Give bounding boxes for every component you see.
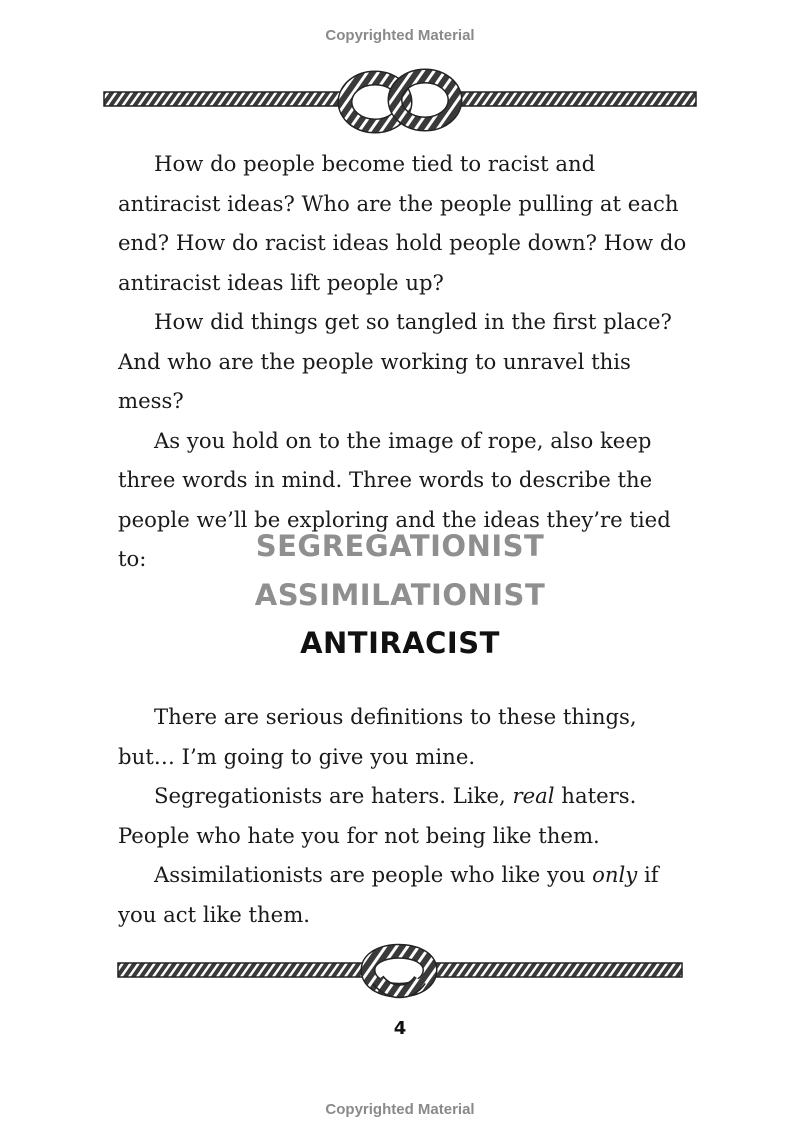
text-run: How did things get so tangled in the first place? And who are the people working to unravel this mess?: [118, 309, 672, 413]
text-run: There are serious definitions to these things, but… I’m going to give you mine.: [118, 704, 637, 769]
text-run: Assimilationists are people who like you: [154, 862, 593, 887]
term-antiracist: ANTIRACIST: [300, 626, 500, 660]
emphasis-text: only: [592, 862, 638, 887]
paragraph: [118, 776, 688, 855]
term-assimilationist: ASSIMILATIONIST: [254, 578, 546, 612]
term-segregationist: SEGREGATIONIST: [255, 529, 545, 563]
paragraph: [118, 697, 688, 776]
paragraph: [118, 855, 688, 934]
copyright-watermark-top: Copyrighted Material: [325, 27, 475, 44]
text-run: haters. People who hate you for not being like them.: [118, 783, 637, 848]
text-run: if you act like them.: [118, 862, 659, 927]
page-number: 4: [393, 1018, 407, 1039]
rope-knot-divider-bottom: [0, 935, 800, 1015]
emphasis-text: real: [512, 783, 555, 808]
paragraph: [118, 302, 688, 421]
copyright-watermark-bottom: Copyrighted Material: [325, 1101, 475, 1118]
rope-knot-divider-top: [0, 66, 800, 136]
text-run: Segregationists are haters. Like,: [154, 783, 513, 808]
paragraph: [118, 144, 688, 302]
definition-paragraphs: [118, 697, 688, 934]
intro-paragraphs: [118, 144, 688, 579]
text-run: As you hold on to the image of rope, also keep three words in mind. Three words to describe the people we’ll be exploring and the ideas they’re tied to:: [118, 427, 671, 571]
text-run: How do people become tied to racist and antiracist ideas? Who are the people pulling at each end? How do racist ideas hold people down? How do antiracist ideas lift people up?: [118, 151, 687, 295]
